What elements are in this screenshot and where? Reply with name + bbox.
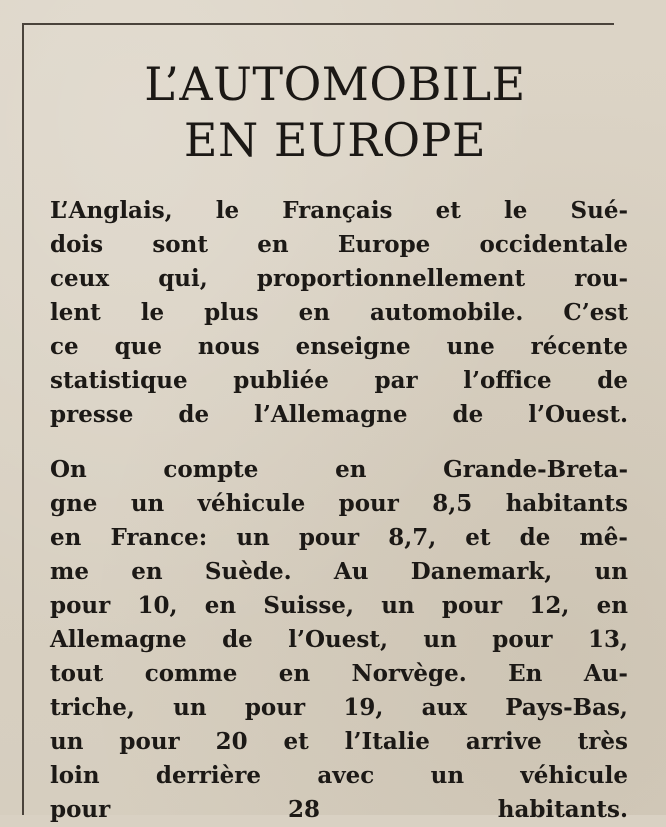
text-line: On compte en Grande-Breta- (50, 456, 628, 483)
text-line: un pour 20 et l’Italie arrive très (50, 728, 628, 755)
paragraph-2 (50, 453, 628, 827)
text-line: dois sont en Europe occidentale (50, 231, 628, 258)
headline-line-2: EN EUROPE (183, 113, 487, 167)
text-line: pour 28 habitants. (50, 796, 628, 823)
text-line: L’Anglais, le Français et le Sué- (50, 197, 628, 224)
text-line: presse de l’Allemagne de l’Ouest. (50, 401, 628, 428)
article (44, 56, 628, 823)
text-line: Allemagne de l’Ouest, un pour 13, (50, 626, 628, 653)
headline-line-1: L’AUTOMOBILE (144, 57, 526, 111)
text-line: lent le plus en automobile. C’est (50, 299, 628, 326)
text-line: pour 10, en Suisse, un pour 12, en (50, 592, 628, 619)
text-line: tout comme en Norvège. En Au- (50, 660, 628, 687)
text-line: me en Suède. Au Danemark, un (50, 558, 628, 585)
text-line: gne un véhicule pour 8,5 habitants (50, 490, 628, 517)
text-line: triche, un pour 19, aux Pays-Bas, (50, 694, 628, 721)
text-line: ce que nous enseigne une récente (50, 333, 628, 360)
column-rule-left (22, 23, 24, 815)
text-line: en France: un pour 8,7, et de mê- (50, 524, 628, 551)
paragraph-1 (50, 194, 628, 432)
text-line: loin derrière avec un véhicule (50, 762, 628, 789)
headline (44, 56, 626, 168)
text-line: statistique publiée par l’office de (50, 367, 628, 394)
text-line: ceux qui, proportionnellement rou- (50, 265, 628, 292)
column-rule-top (22, 23, 614, 25)
